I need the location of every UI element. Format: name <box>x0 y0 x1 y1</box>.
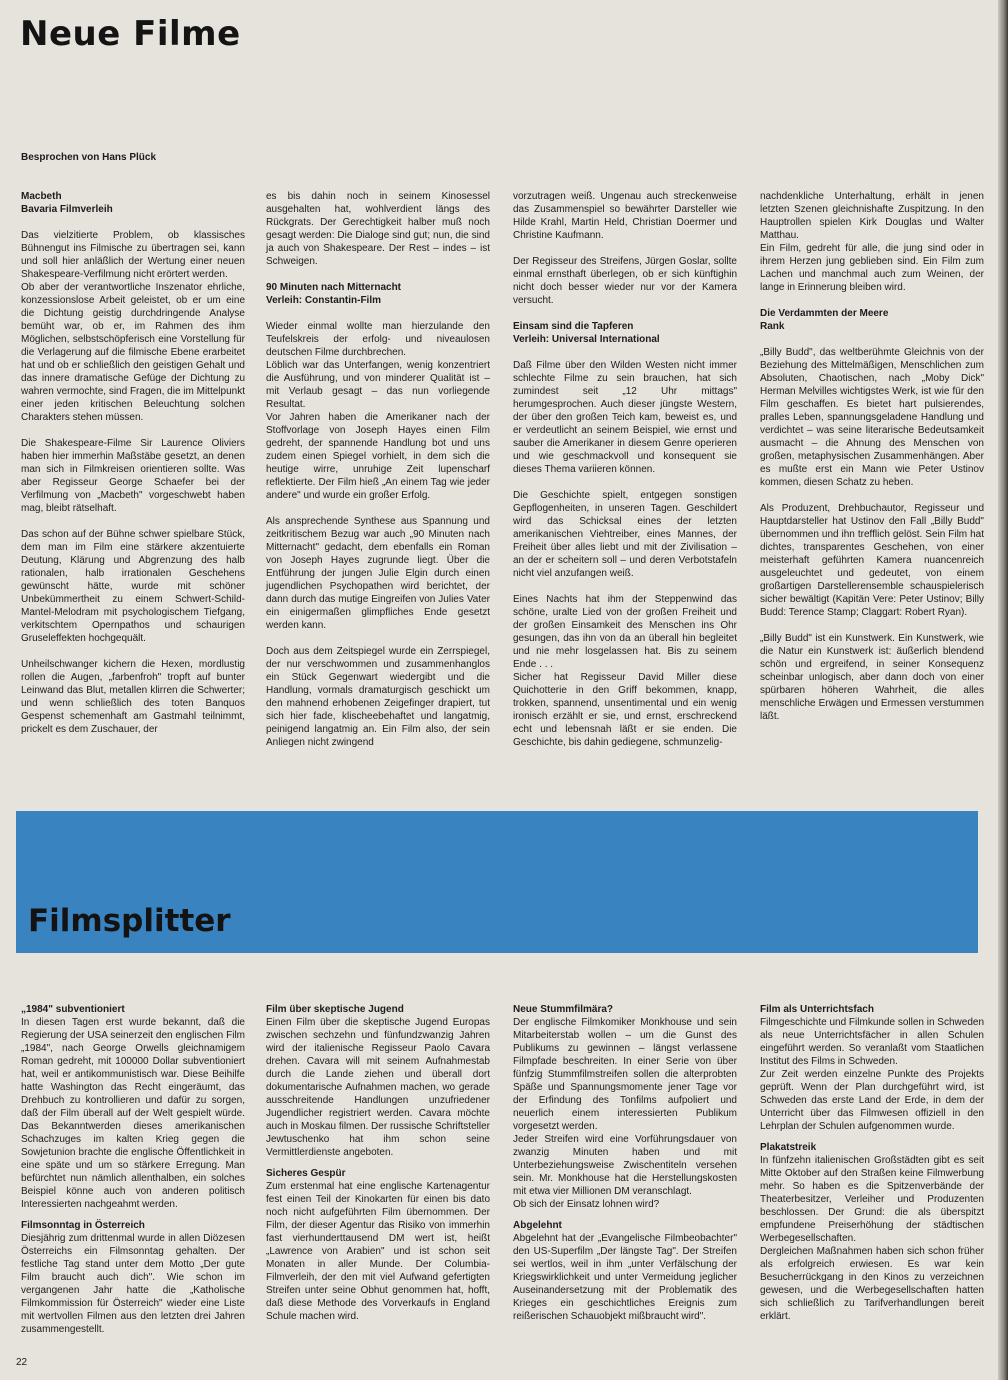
article-heading: Neue Stummfilmära? <box>513 1004 614 1015</box>
news-column-2 <box>266 1003 490 1331</box>
article-paragraph: „Billy Budd" ist ein Kunstwerk. Ein Kunstwerk, wie die Natur ein Kunstwerk ist: äußerlich blendend schön und ergreifend, in seiner Konsequenz scheinbar unlogisch, aber dann doch von einer spürbaren höheren Wahrheit, die alles menschliche Erwägen und Ermessen verstummen läßt. <box>760 633 984 722</box>
article-heading: Plakatstreik <box>760 1142 817 1153</box>
article-paragraph: Als ansprechende Synthese aus Spannung und zeitkritischem Bezug war auch „90 Minuten nach Mitternacht" gedacht, dem ebenfalls ein Roman von Joseph Hayes zugrunde liegt. Über die Entführung der jungen Julie Elgin durch einen jugendlichen Psychopathen wird berichtet, der dann durch das mutige Eingreifen von Julies Vater ein einigermaßen glimpfliches Ende gesetzt werden kann. <box>266 516 490 631</box>
article-paragraph: Als Produzent, Drehbuchautor, Regisseur und Hauptdarsteller hat Ustinov den Fall „Billy Budd" übernommen und ihn trefflich gelöst. Sein Film hat dichtes, transparentes Geschehen, von einer meisterhaft geführten Kamera nuancenreich ausgeleuchtet und gedeutet, von einem großartigen Darstellerensemble schauspielerisch sicher bewältigt (Kapitän Vere: Peter Ustinov; Billy Budd: Terence Stamp; Claggart: Robert Ryan). <box>760 503 984 618</box>
article-heading: Einsam sind die Tapferen Verleih: Universal International <box>513 321 660 345</box>
byline: Besprochen von Hans Plück <box>21 152 157 163</box>
article-heading: Die Verdammten der Meere Rank <box>760 308 889 332</box>
review-column-2 <box>266 190 490 762</box>
article-paragraph: es bis dahin noch in seinem Kinosessel ausgehalten hat, wohlverdient längs des Rückgrats. Der Gerechtigkeit halber muß noch gesagt werden: Die Dialoge sind gut; nun, die sind ja auch von Shakespeare. Der Rest – indes – ist Schweigen. <box>266 191 490 267</box>
article-heading: „1984" subventioniert <box>21 1004 125 1015</box>
filmsplitter-banner <box>16 811 978 953</box>
article-paragraph: Diesjährig zum drittenmal wurde in allen Diözesen Österreichs ein Filmsonntag gehalten. Der festliche Tag stand unter dem Motto „Der gute Film braucht auch dich". Wie schon im vergangenen Jahr hatte die „Katholische Filmkommission für Österreich" wieder eine Liste mit wertvollen Filmen aus den letzten drei Jahren zusammengestellt. <box>21 1233 245 1335</box>
article-paragraph: nachdenkliche Unterhaltung, erhält in jenen letzten Szenen gleichnishafte Zuspitzung. In den Hauptrollen spielen Kirk Douglas und Walter Matthau. Ein Film, gedreht für alle, die jung sind oder in ihrem Herzen jung geblieben sind. Ein Film zum Lachen und manchmal auch zum Weinen, der lange in Erinnerung bleiben wird. <box>760 191 984 293</box>
article-paragraph: Unheilschwanger kichern die Hexen, mordlustig rollen die Augen, „farbenfroh" tropft auf bunter Leinwand das Blut, metallen klirren die Schwerter; und wenn schließlich des toten Banquos Gespenst schemenhaft am Gastmahl teilnimmt, prickelt es dem Zuschauer, der <box>21 659 245 735</box>
page-spine <box>998 0 1008 1380</box>
article-heading: Abgelehnt <box>513 1220 562 1231</box>
review-column-1 <box>21 190 245 749</box>
article-heading: 90 Minuten nach Mitternacht Verleih: Constantin-Film <box>266 282 402 306</box>
review-column-3 <box>513 190 737 762</box>
article-heading: Macbeth Bavaria Filmverleih <box>21 191 113 215</box>
article-paragraph: „Billy Budd", das weltberühmte Gleichnis von der Beziehung des Mittelmäßigen, Menschlichen zum Absoluten, Chaotischen, nach „Moby Dick" Herman Melvilles wichtigstes Werk, ist wie für den Film geschaffen. Es bietet hart pulsierendes, pralles Leben, spannungsgeladene Handlung und verdichtet – was seine literarische Bedeutsamkeit ausmacht – die Ahnung des Menschen von großen, metaphysischen Zusammenhängen. Aber es mußte erst ein Mann wie Peter Ustinov kommen, diesen Schatz zu heben. <box>760 347 984 488</box>
page-number: 22 <box>16 1357 28 1368</box>
article-paragraph: Einen Film über die skeptische Jugend Europas zwischen sechzehn und fünfundzwanzig Jahren wird der italienische Regisseur Paolo Cavara drehen. Cavara will mit seinem Aufnahmestab durch die Lande ziehen und überall dort dokumentarische Aufnahmen machen, wo gerade ausschreitende Handlungen unzufriedener Jugendlicher registriert werden. Cavara möchte auch in Moskau filmen. Der russische Schriftsteller Jewtuschenko hat ihm schon seine Vermittlerdienste angeboten. <box>266 1017 490 1158</box>
article-paragraph: Wieder einmal wollte man hierzulande den Teufelskreis der erfolg- und niveaulosen deutschen Filme durchbrechen. Löblich war das Unterfangen, wenig konzentriert die Ausführung, und von minderer Qualität ist – mit Verlaub gesagt – das nun vorliegende Resultat. Vor Jahren haben die Amerikaner nach der Stoffvorlage von Joseph Hayes einen Film gedreht, der spannende Handlung bot und uns zudem einen Spiegel vorhielt, in dem sich die heutige wirre, unruhige Zeit lupenscharf reflektierte. Der Film hieß „An einem Tag wie jeder andere" und wurde ein großer Erfolg. <box>266 321 490 501</box>
news-column-1 <box>21 1003 245 1344</box>
article-paragraph: Doch aus dem Zeitspiegel wurde ein Zerrspiegel, der nur verschwommen und zusammenhanglos ein Stück Gegenwart wiedergibt und die Handlung, vormals dramaturgisch geschickt um den mahnend erhobenen Zeigefinger drapiert, tut sich hier fade, klischeebehaftet und langatmig, peinigend langatmig an. Ein Film also, der sein Anliegen nicht zwingend <box>266 646 490 748</box>
article-paragraph: Das schon auf der Bühne schwer spielbare Stück, dem man im Film eine stärkere akzentuierte Deutung, Klärung und Abgrenzung des halb rationalen, halb irrationalen Geschehens gewünscht hätte, wurde mit schöner Unbekümmertheit zu einem Schwert-Schild-Mantel-Melodram mit psychologischem Tiefgang, verkitschtem Opernpathos und schaurigen Gruseleffekten hochgequält. <box>21 529 245 644</box>
article-paragraph: vorzutragen weiß. Ungenau auch streckenweise das Zusammenspiel so bewährter Darsteller wie Hilde Krahl, Martin Held, Christian Doermer und Christine Kaufmann. <box>513 191 737 241</box>
article-paragraph: Zum erstenmal hat eine englische Kartenagentur fest einen Teil der Kinokarten für einen bis dato noch nicht aufgeführten Film übernommen. Der Film, der dieser Agentur das Risiko von immerhin fast vierhunderttausend DM wert ist, heißt „Lawrence von Arabien" und ist schon seit Monaten in aller Munde. Der Columbia-Filmverleih, der den mit viel Aufwand gefertigten Streifen unter seine Obhut genommen hat, hofft, daß diese Methode des Vorverkaufs in England Schule machen wird. <box>266 1181 490 1322</box>
article-paragraph: Eines Nachts hat ihm der Steppenwind das schöne, uralte Lied von der großen Freiheit und der großen Einsamkeit des Menschen ins Ohr gesungen, das ihn von da an überall hin begleitet und nie mehr losgelassen hat. Bis zu seinem Ende . . . Sicher hat Regisseur David Miller diese Quichotterie in den Griff bekommen, knapp, trokken, spannend, unsentimental und ein wenig ironisch erzählt er sie, und ernst, erschreckend echt und lebensnah läßt er sie enden. Die Geschichte, bis dahin gediegene, schmunzelig- <box>513 594 737 748</box>
article-heading: Film über skeptische Jugend <box>266 1004 404 1015</box>
article-heading: Filmsonntag in Österreich <box>21 1220 145 1231</box>
article-paragraph: Der Regisseur des Streifens, Jürgen Goslar, sollte einmal ernsthaft überlegen, ob er sich künftighin nicht doch besser wieder nur vor der Kamera versucht. <box>513 256 737 306</box>
article-paragraph: Das vielzitierte Problem, ob klassisches Bühnengut ins Filmische zu übertragen sei, kann und soll hier anläßlich der Wertung einer neuen Shakespeare-Verfilmung nicht erörtert werden. Ob aber der verantwortliche Inszenator ehrliche, konzessionslose Arbeit geleistet, ob er um eine die Dichtung geistig durchdringende Analyse bemüht war, ob er, im Rahmen des ihm Möglichen, selbstschöpferisch eine Vorstellung für die Verlagerung auf die filmische Ebene erarbeitet hat und ob er schließlich den geistigen Gehalt und das innere dramatische Gefüge der Dichtung zu wahren vermochte, sind Fragen, die im Mittelpunkt einer jeden kritischen Beleuchtung solchen Charakters stehen müssen. <box>21 230 245 423</box>
article-paragraph: Abgelehnt hat der „Evangelische Filmbeobachter" den US-Superfilm „Der längste Tag". Der Streifen sei wertlos, weil in ihm „unter Verfälschung der Kriegswirklichkeit und unter Vermeidung jeglicher Auseinandersetzung mit der Problematik des Krieges ein geschichtliches Ereignis zum reißerischen Schauobjekt mißbraucht wird". <box>513 1233 737 1322</box>
page-title: Neue Filme <box>20 14 241 54</box>
article-paragraph: Die Shakespeare-Filme Sir Laurence Oliviers haben hier immerhin Maßstäbe gesetzt, an denen man sich in Filmkreisen orientieren sollte. Was aber Regisseur George Schaefer bei der Verfilmung von „Macbeth" vorgeschwebt haben mag, bleibt rätselhaft. <box>21 438 245 514</box>
article-paragraph: In fünfzehn italienischen Großstädten gibt es seit Mitte Oktober auf den Straßen keine Filmwerbung mehr. So haben es die Spitzenverbände der Theaterbesitzer, Verleiher und Produzenten beschlossen. Der Grund: die als überspitzt empfundene Preiserhöhung der städtischen Werbegesellschaften. Dergleichen Maßnahmen haben sich schon früher als erfolgreich erwiesen. Es war kein Besucherrückgang in den Kinos zu verzeichnen gewesen, und die Werbegesellschaften hatten sich schließlich zu Tarifverhandlungen bereit erklärt. <box>760 1155 984 1322</box>
article-paragraph: Der englische Filmkomiker Monkhouse und sein Mitarbeiterstab wollen – um die Gunst des Publikums zu gewinnen – längst verlassene Filmpfade beschreiten. In einer Serie von über fünfzig Stummfilmstreifen sollen die alterprobten Späße und Spannungsmomente jener Tage vor der Erfindung des Tonfilms aufpoliert und neuerlich einem interessierten Publikum vorgesetzt werden. Jeder Streifen wird eine Vorführungsdauer von zwanzig Minuten haben und mit Unterbeziehungsweise Zwischentiteln versehen sein. Mr. Monkhouse hat die Herstellungskosten mit etwa vier Millionen DM veranschlagt. Ob sich der Einsatz lohnen wird? <box>513 1017 737 1210</box>
section-title: Filmsplitter <box>28 903 231 939</box>
review-column-4 <box>760 190 984 736</box>
article-paragraph: In diesen Tagen erst wurde bekannt, daß die Regierung der USA seinerzeit den englischen Film „1984", nach George Orwells gleichnamigem Roman gedreht, mit 100000 Dollar subventioniert hat, weil er antikommunistisch war. Diese Beihilfe hatte Washington das Recht eingeräumt, das Drehbuch zu kontrollieren und dafür zu sorgen, daß der Film überall auf der Welt gespielt würde. Das Bekanntwerden dieses amerikanischen Schachzuges im kalten Krieg gegen die Sowjetunion brachte die englische Öffentlichkeit in eine späte und um so stärkere Erregung. Man befürchtet nun nämlich allenthalben, ein solches Beispiel könne auch von anderen politisch Interessierten nachgeahmt werden. <box>21 1017 245 1210</box>
article-heading: Film als Unterrichtsfach <box>760 1004 874 1015</box>
article-heading: Sicheres Gespür <box>266 1168 346 1179</box>
article-paragraph: Daß Filme über den Wilden Westen nicht immer schlechte Filme zu sein brauchen, hat sich zumindest seit „12 Uhr mittags" herumgesprochen. Auch dieser jüngste Western, der über den großen Teich kam, beweist es, und er verdeutlicht an seinem Beispiel, wie ernst und sauber die Amerikaner in diesem Genre operieren und wie geschmackvoll und konsequent sie dieses Thema variieren können. <box>513 360 737 475</box>
article-paragraph: Die Geschichte spielt, entgegen sonstigen Gepflogenheiten, in unseren Tagen. Geschildert wird das Schicksal eines der letzten amerikanischen Viehtreiber, eines Mannes, der Freiheit über alles liebt und mit der Zivilisation – an der er scheitern soll – und deren Verbotstafeln nicht viel anzufangen weiß. <box>513 490 737 579</box>
news-column-3 <box>513 1003 737 1331</box>
article-paragraph: Filmgeschichte und Filmkunde sollen in Schweden als neue Unterrichtsfächer in allen Schulen eingeführt werden. So veranlaßt vom Staatlichen Institut des Films in Schweden. Zur Zeit werden einzelne Punkte des Projekts geprüft. Wenn der Plan durchgeführt wird, ist Schweden das erste Land der Erde, in dem der Unterricht über das Filmwesen offiziell in den Lehrplan der Schulen aufgenommen wurde. <box>760 1017 985 1132</box>
news-column-4 <box>760 1003 984 1331</box>
